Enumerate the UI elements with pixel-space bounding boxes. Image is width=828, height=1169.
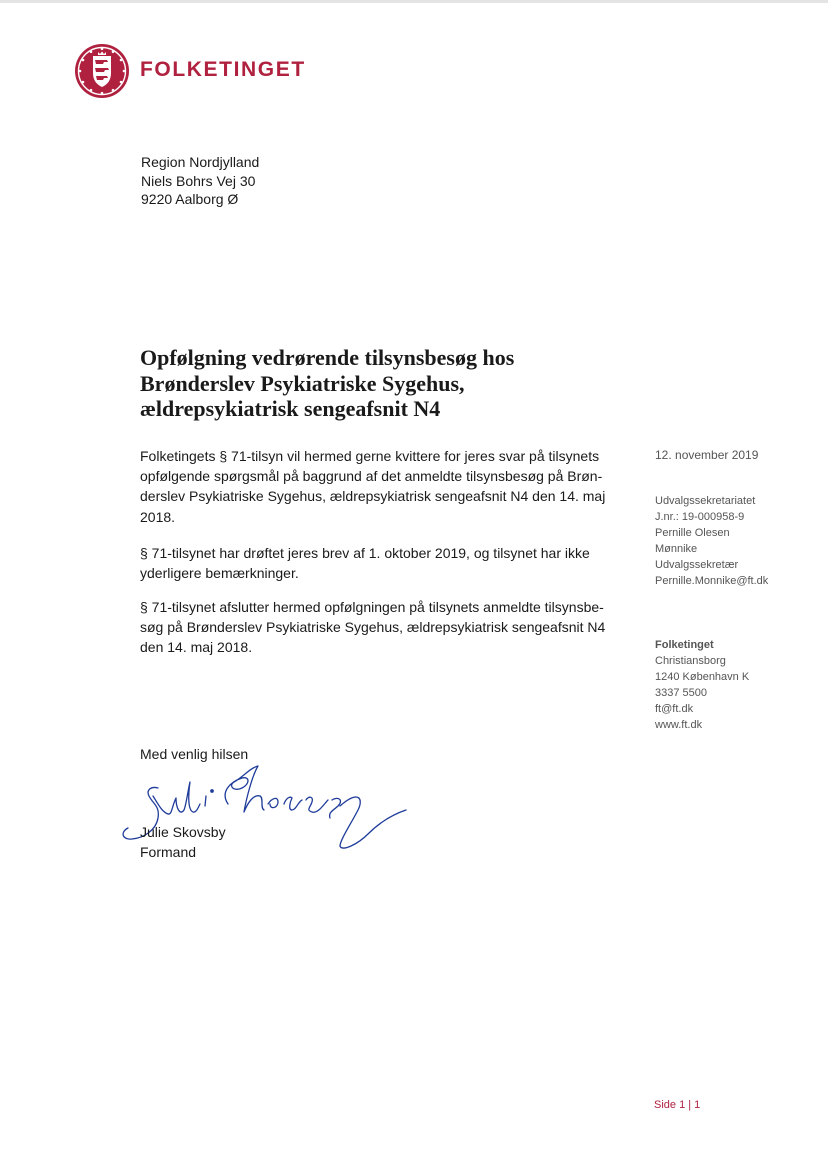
letter-title: [140, 345, 610, 422]
contact-email[interactable]: Pernille.Monnike@ft.dk: [655, 575, 769, 588]
letter-date: [655, 447, 758, 463]
body-paragraph-3: [140, 597, 610, 658]
body-line: § 71-tilsynet afslutter hermed opfølgningen på tilsynets anmeldte tilsynsbe-: [140, 599, 604, 615]
logo-wordmark: FOLKETINGET: [140, 58, 306, 81]
org-name: Folketinget: [655, 639, 714, 651]
recipient-address: [141, 153, 259, 209]
sidebar-secretariat: [655, 493, 768, 590]
recipient-line: Niels Bohrs Vej 30: [141, 172, 256, 189]
sidebar-organization: [655, 637, 749, 734]
closing-greeting: Med venlig hilsen: [140, 746, 249, 762]
org-website[interactable]: www.ft.dk: [655, 719, 703, 732]
top-border: [0, 0, 828, 3]
sidebar-line: J.nr.: 19-000958-9: [655, 511, 745, 524]
body-line: søg på Brønderslev Psykiatriske Sygehus, ældrepsykiatrisk sengeafsnit N4: [140, 619, 606, 636]
body-line: derslev Psykiatriske Sygehus, ældrepsykiatrisk sengeafsnit N4 den 14. maj: [140, 488, 606, 505]
sidebar-line: 3337 5500: [655, 687, 707, 700]
title-line: Brønderslev Psykiatriske Sygehus,: [140, 370, 465, 396]
body-line: § 71-tilsynet har drøftet jeres brev af 1. oktober 2019, og tilsynet har ikke: [140, 545, 590, 561]
recipient-line: Region Nordjylland: [141, 154, 260, 170]
title-line: ældrepsykiatrisk sengeafsnit N4: [140, 396, 441, 421]
sidebar-line: Mønnike: [655, 543, 698, 556]
recipient-line: 9220 Aalborg Ø: [141, 191, 239, 207]
sidebar-line: Pernille Olesen: [655, 527, 730, 540]
body-paragraph-2: [140, 543, 610, 583]
body-paragraph-1: [140, 446, 610, 527]
date-text: 12. november 2019: [655, 448, 759, 462]
sidebar-line: 1240 København K: [655, 671, 750, 684]
title-line: Opfølgning vedrørende tilsynsbesøg hos: [140, 345, 515, 370]
sidebar-line: Udvalgssekretær: [655, 559, 739, 572]
signer-name: Julie Skovsby: [140, 824, 226, 840]
sidebar-line: Udvalgssekretariatet: [655, 495, 756, 507]
body-line: yderligere bemærkninger.: [140, 565, 299, 582]
folketinget-seal-icon: [74, 43, 130, 99]
signer-role: Formand: [140, 844, 197, 860]
signer-block: [140, 822, 226, 862]
body-line: 2018.: [140, 508, 176, 525]
org-email[interactable]: ft@ft.dk: [655, 703, 694, 716]
body-line: den 14. maj 2018.: [140, 639, 253, 656]
body-line: opfølgende spørgsmål på baggrund af det anmeldte tilsynsbesøg på Brøn-: [140, 468, 603, 485]
page-number: Side 1 | 1: [654, 1099, 701, 1111]
sidebar-line: Christiansborg: [655, 655, 726, 668]
body-line: Folketingets § 71-tilsyn vil hermed gerne kvittere for jeres svar på tilsynets: [140, 448, 600, 464]
